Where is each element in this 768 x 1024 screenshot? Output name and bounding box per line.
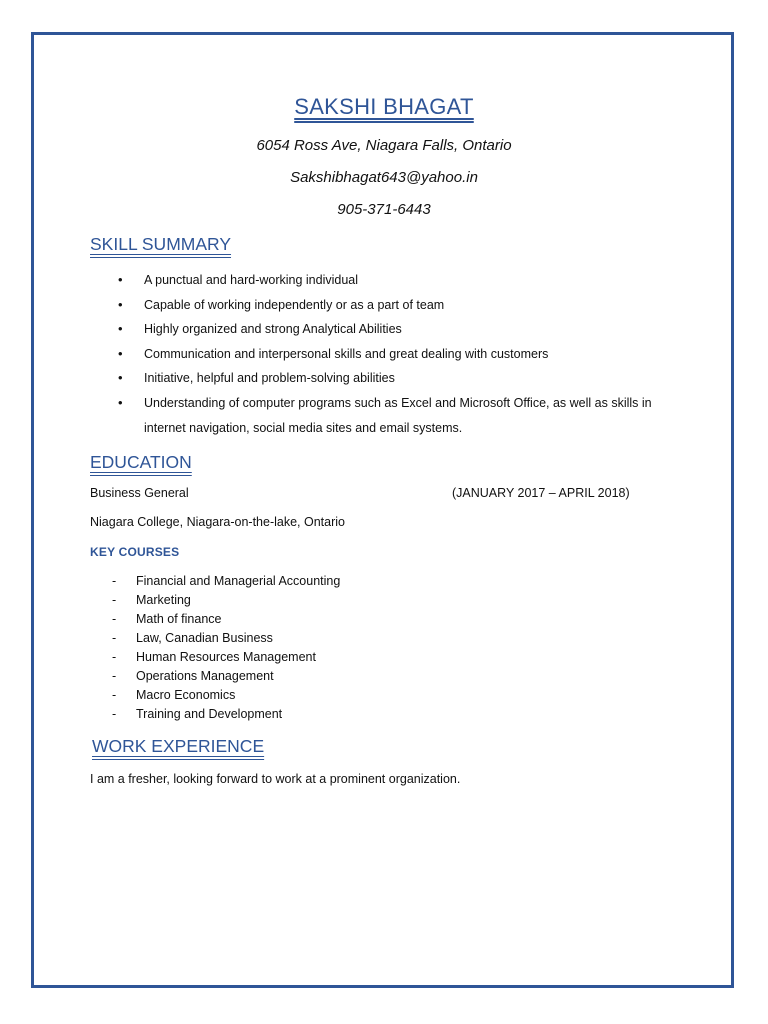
phone: 905-371-6443 (337, 201, 431, 218)
skill-item: • Initiative, helpful and problem-solving abilities (118, 366, 678, 391)
education-heading: EDUCATION (90, 452, 192, 472)
skill-summary-list (118, 268, 678, 440)
skill-item: • Understanding of computer programs such as Excel and Microsoft Office, as well as skills in internet navigation, social media sites and email systems. (118, 391, 678, 440)
skill-summary-heading: SKILL SUMMARY (90, 234, 232, 254)
course-item: - Human Resources Management (112, 648, 340, 667)
program-name: Business General (90, 486, 189, 500)
institution: Niagara College, Niagara-on-the-lake, Ontario (90, 515, 345, 529)
education-dates: (JANUARY 2017 – APRIL 2018) (452, 486, 630, 500)
course-item: - Law, Canadian Business (112, 629, 340, 648)
work-experience-text: I am a fresher, looking forward to work at a prominent organization. (90, 772, 461, 786)
course-item: - Math of finance (112, 610, 340, 629)
candidate-name: SAKSHI BHAGAT (294, 94, 474, 119)
course-item: - Macro Economics (112, 686, 340, 705)
email: Sakshibhagat643@yahoo.in (290, 169, 478, 186)
key-courses-heading: KEY COURSES (90, 545, 180, 559)
course-item: - Training and Development (112, 705, 340, 724)
key-courses-list (112, 572, 340, 724)
address: 6054 Ross Ave, Niagara Falls, Ontario (256, 137, 512, 154)
skill-item: • A punctual and hard-working individual (118, 268, 678, 293)
course-item: - Operations Management (112, 667, 340, 686)
course-item: - Marketing (112, 591, 340, 610)
course-item: - Financial and Managerial Accounting (112, 572, 340, 591)
skill-item: • Communication and interpersonal skills and great dealing with customers (118, 342, 678, 367)
skill-item: • Capable of working independently or as a part of team (118, 293, 678, 318)
work-experience-heading: WORK EXPERIENCE (92, 736, 265, 756)
skill-item: • Highly organized and strong Analytical Abilities (118, 317, 678, 342)
